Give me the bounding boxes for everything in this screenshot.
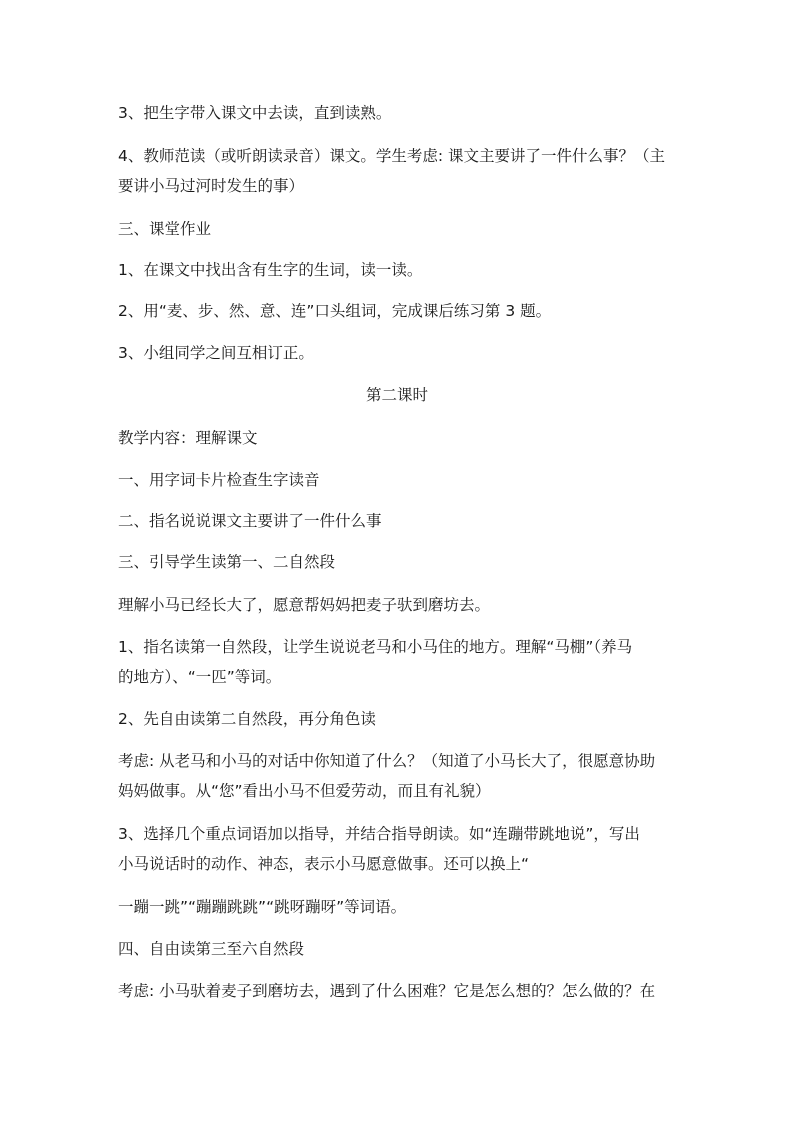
homework-item-1: 1、在课文中找出含有生字的生词，读一读。: [118, 261, 423, 279]
consider-dialogue-continued: 妈妈做事。从“您”看出小马不但爱劳动，而且有礼貌）: [118, 782, 491, 800]
consider-difficulty: 考虑: 小马驮着麦子到磨坊去，遇到了什么困难？它是怎么想的？怎么做的？在: [118, 982, 656, 1000]
section-heading-homework: 三、课堂作业: [118, 220, 212, 238]
homework-item-2: 2、用“麦、步、然、意、连”口头组词，完成课后练习第 3 题。: [118, 302, 552, 320]
section-heading-two: 二、指名说说课文主要讲了一件什么事: [118, 512, 382, 530]
section-heading-four: 四、自由读第三至六自然段: [118, 940, 305, 958]
item-3-continued: 小马说话时的动作、神态，表示小马愿意做事。还可以换上“: [118, 855, 530, 873]
item-2-second-paragraph: 2、先自由读第二自然段，再分角色读: [118, 710, 376, 728]
item-1-continued: 的地方）、“一匹”等词。: [118, 668, 282, 686]
item-3-key-words: 3、选择几个重点词语加以指导，并结合指导朗读。如“连蹦带跳地说”，写出: [118, 825, 640, 843]
step-4-teacher-reading: 4、教师范读（或听朗读录音）课文。学生考虑: 课文主要讲了一件什么事？（主: [118, 147, 666, 165]
teaching-content: 教学内容：理解课文: [118, 429, 258, 447]
item-3-word-list: 一蹦一跳”“蹦蹦跳跳”“跳呀蹦呀”等词语。: [118, 898, 407, 916]
paragraph-understanding: 理解小马已经长大了，愿意帮妈妈把麦子驮到磨坊去。: [118, 596, 491, 614]
lesson-title-second-period: 第二课时: [365, 386, 428, 404]
step-4-continued: 要讲小马过河时发生的事）: [118, 177, 305, 195]
consider-dialogue: 考虑: 从老马和小马的对话中你知道了什么？（知道了小马长大了，很愿意协助: [118, 752, 656, 770]
step-3-read-text: 3、把生字带入课文中去读，直到读熟。: [118, 104, 392, 122]
homework-item-3: 3、小组同学之间互相订正。: [118, 344, 314, 362]
item-1-first-paragraph: 1、指名读第一自然段，让学生说说老马和小马住的地方。理解“马棚”（养马: [118, 638, 633, 656]
section-heading-three: 三、引导学生读第一、二自然段: [118, 553, 336, 571]
section-heading-one: 一、用字词卡片检查生字读音: [118, 471, 320, 489]
